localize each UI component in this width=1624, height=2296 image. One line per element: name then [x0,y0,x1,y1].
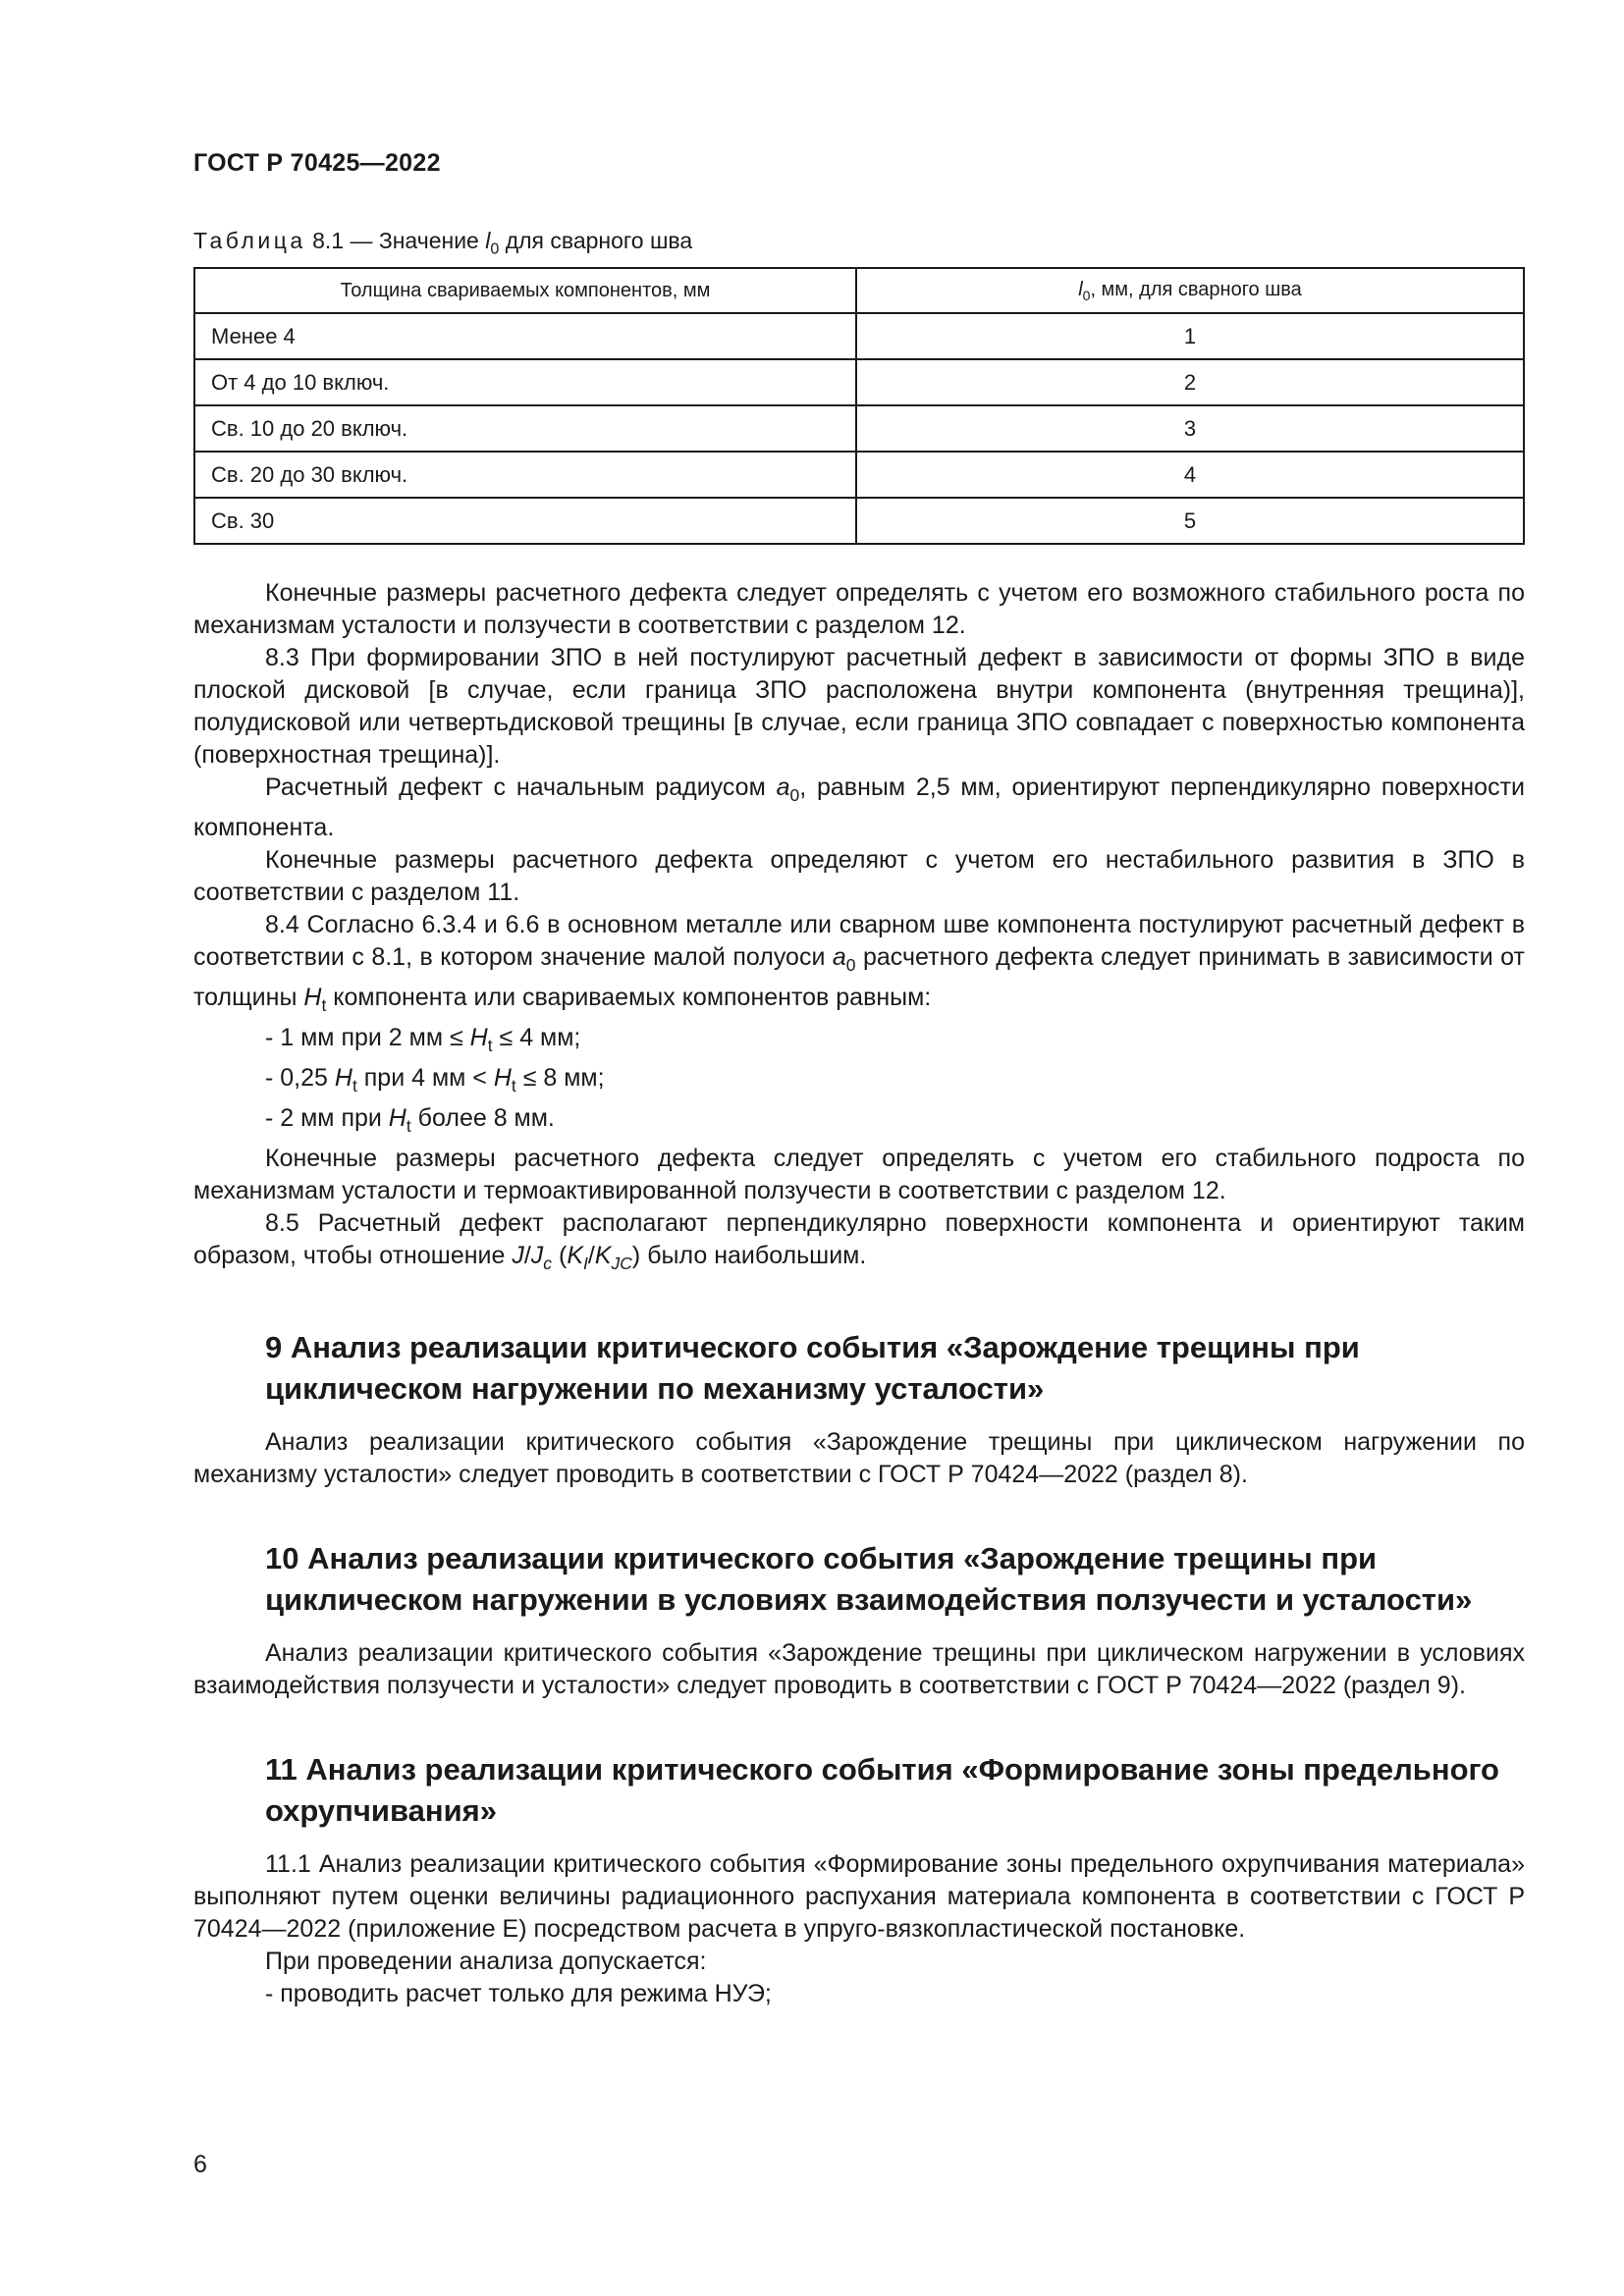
cell-range: Менее 4 [194,313,856,359]
section-heading-11: 11 Анализ реализации критического события «Формирование зоны предельного охрупчивания» [265,1752,1499,1828]
paragraph-8-5 [193,1207,1525,1280]
weld-table [193,267,1525,545]
cell-value: 5 [856,498,1524,544]
table-caption-tail: для сварного шва [505,228,693,253]
col-header-thickness: Толщина свариваемых компонентов, мм [194,268,856,313]
math-var: J [512,1242,524,1269]
cell-value: 3 [856,405,1524,452]
table-row [194,313,1524,359]
math-op: ( [552,1242,568,1269]
cell-range: Св. 10 до 20 включ. [194,405,856,452]
text-run: 8.4 Согласно 6.3.4 и 6.6 в основном металле или сварном шве компонента постулируют расчетный дефект в соответствии с 8.1, в котором значение малой полуоси [193,911,1525,971]
text-run: 8.5 Расчетный дефект располагают перпендикулярно поверхности компонента и ориентируют таким образом, чтобы отношение [193,1209,1525,1269]
text-run: Расчетный дефект с начальным радиусом [265,774,777,801]
paragraph-8-3: 8.3 При формировании ЗПО в ней постулируют расчетный дефект в зависимости от формы ЗПО в виде плоской дисковой [в случае, если граница ЗПО расположена внутри компонента (внутренняя трещина)], полудисковой или четвертьдисковой трещины [в случае, если граница ЗПО совпадает с поверхностью компонента (поверхностная трещина)]. [193,644,1525,769]
table-caption-number: 8.1 — Значение [312,228,479,253]
table-row [194,452,1524,498]
math-sub: JC [611,1254,632,1273]
text-run: - 1 мм при 2 мм ≤ [265,1024,470,1051]
paragraph-initial-radius [193,772,1525,844]
list-item [193,1102,1525,1143]
text-run: при 4 мм < [356,1064,494,1092]
text-run: - 2 мм при [265,1104,389,1132]
math-sub: 0 [845,955,856,975]
col-header-var: l [1078,278,1083,300]
math-sub: t [321,995,327,1015]
text-run: более 8 мм. [410,1104,555,1132]
cell-range: От 4 до 10 включ. [194,359,856,405]
text-run: - 0,25 [265,1064,335,1092]
math-var: a [776,774,790,801]
body-text [193,577,1525,2010]
list-item: - проводить расчет только для режима НУЭ; [265,1980,772,2007]
text-run: , равным 2,5 мм, ориентируют перпендикулярно поверхности компонента. [193,774,1525,841]
table-caption [193,228,692,259]
paragraph-11-1: 11.1 Анализ реализации критического события «Формирование зоны предельного охрупчивания материала» выполняют путем оценки величины радиационного распухания материала компонента в соответствии с ГОСТ Р 70424—2022 (приложение Е) посредством расчета в упруго-вязкопластической постановке. [193,1850,1525,1943]
list-item [193,1062,1525,1102]
text-run: компонента или свариваемых компонентов равным: [326,984,932,1011]
col-header-sub: 0 [1082,287,1091,303]
page-number: 6 [193,2151,207,2178]
math-var: K [567,1242,584,1269]
text-run: было наибольшим. [640,1242,867,1269]
math-sub: I [583,1254,588,1273]
math-op: / [523,1242,531,1269]
text-run: ≤ 4 мм; [492,1024,581,1051]
math-sub: 0 [789,785,800,805]
section-heading-10: 10 Анализ реализации критического события «Зарождение трещины при циклическом нагружении в условиях взаимодействия ползучести и усталости» [265,1541,1473,1617]
table-caption-word: Таблица [193,228,306,253]
cell-value: 2 [856,359,1524,405]
paragraph-allowed: При проведении анализа допускается: [265,1948,707,1975]
math-sub: t [406,1116,411,1136]
text-run: ≤ 8 мм; [515,1064,605,1092]
cell-range: Св. 20 до 30 включ. [194,452,856,498]
paragraph-stable-growth: Конечные размеры расчетного дефекта следует определять с учетом его стабильного подроста по механизмам усталости и термоактивированной ползучести в соответствии с разделом 12. [193,1145,1525,1204]
col-header-tail: , мм, для сварного шва [1090,278,1302,300]
table-header-row [194,268,1524,313]
paragraph-unstable-growth: Конечные размеры расчетного дефекта определяют с учетом его нестабильного развития в ЗПО в соответствии с разделом 11. [193,846,1525,906]
standard-header: ГОСТ Р 70425—2022 [193,149,441,177]
math-sub: c [543,1254,553,1273]
math-sub: t [487,1036,493,1055]
paragraph-section-10: Анализ реализации критического события «Зарождение трещины при циклическом нагружении в условиях взаимодействия ползучести и усталости» следует проводить в соответствии с ГОСТ Р 70424—2022 (раздел 9). [193,1639,1525,1699]
paragraph-section-9: Анализ реализации критического события «Зарождение трещины при циклическом нагружении по механизму усталости» следует проводить в соответствии с ГОСТ Р 70424—2022 (раздел 8). [193,1428,1525,1488]
table-row [194,359,1524,405]
math-var: H [388,1104,406,1132]
math-var: H [334,1064,352,1092]
math-sub: t [352,1076,357,1095]
cell-range: Св. 30 [194,498,856,544]
cell-value: 4 [856,452,1524,498]
col-header-l0 [856,268,1524,313]
table-row [194,498,1524,544]
section-heading-9: 9 Анализ реализации критического события «Зарождение трещины при циклическом нагружении по механизму усталости» [265,1330,1360,1406]
table-caption-var: l [485,228,491,253]
cell-value: 1 [856,313,1524,359]
math-op: ) [631,1242,641,1269]
math-var: H [469,1024,488,1051]
math-var: J [530,1242,544,1269]
paragraph-8-4 [193,909,1525,1022]
table-row [194,405,1524,452]
math-op: / [587,1242,595,1269]
math-var: a [832,943,846,971]
math-sub: t [511,1076,516,1095]
table-caption-sub: 0 [490,240,500,258]
math-var: K [594,1242,612,1269]
list-item [193,1022,1525,1062]
paragraph-final-size: Конечные размеры расчетного дефекта следует определять с учетом его возможного стабильного роста по механизмам усталости и ползучести в соответствии с разделом 12. [193,579,1525,639]
math-var: H [303,984,322,1011]
math-var: H [493,1064,512,1092]
text-run: расчетного дефекта следует принимать в зависимости от толщины [193,943,1525,1011]
